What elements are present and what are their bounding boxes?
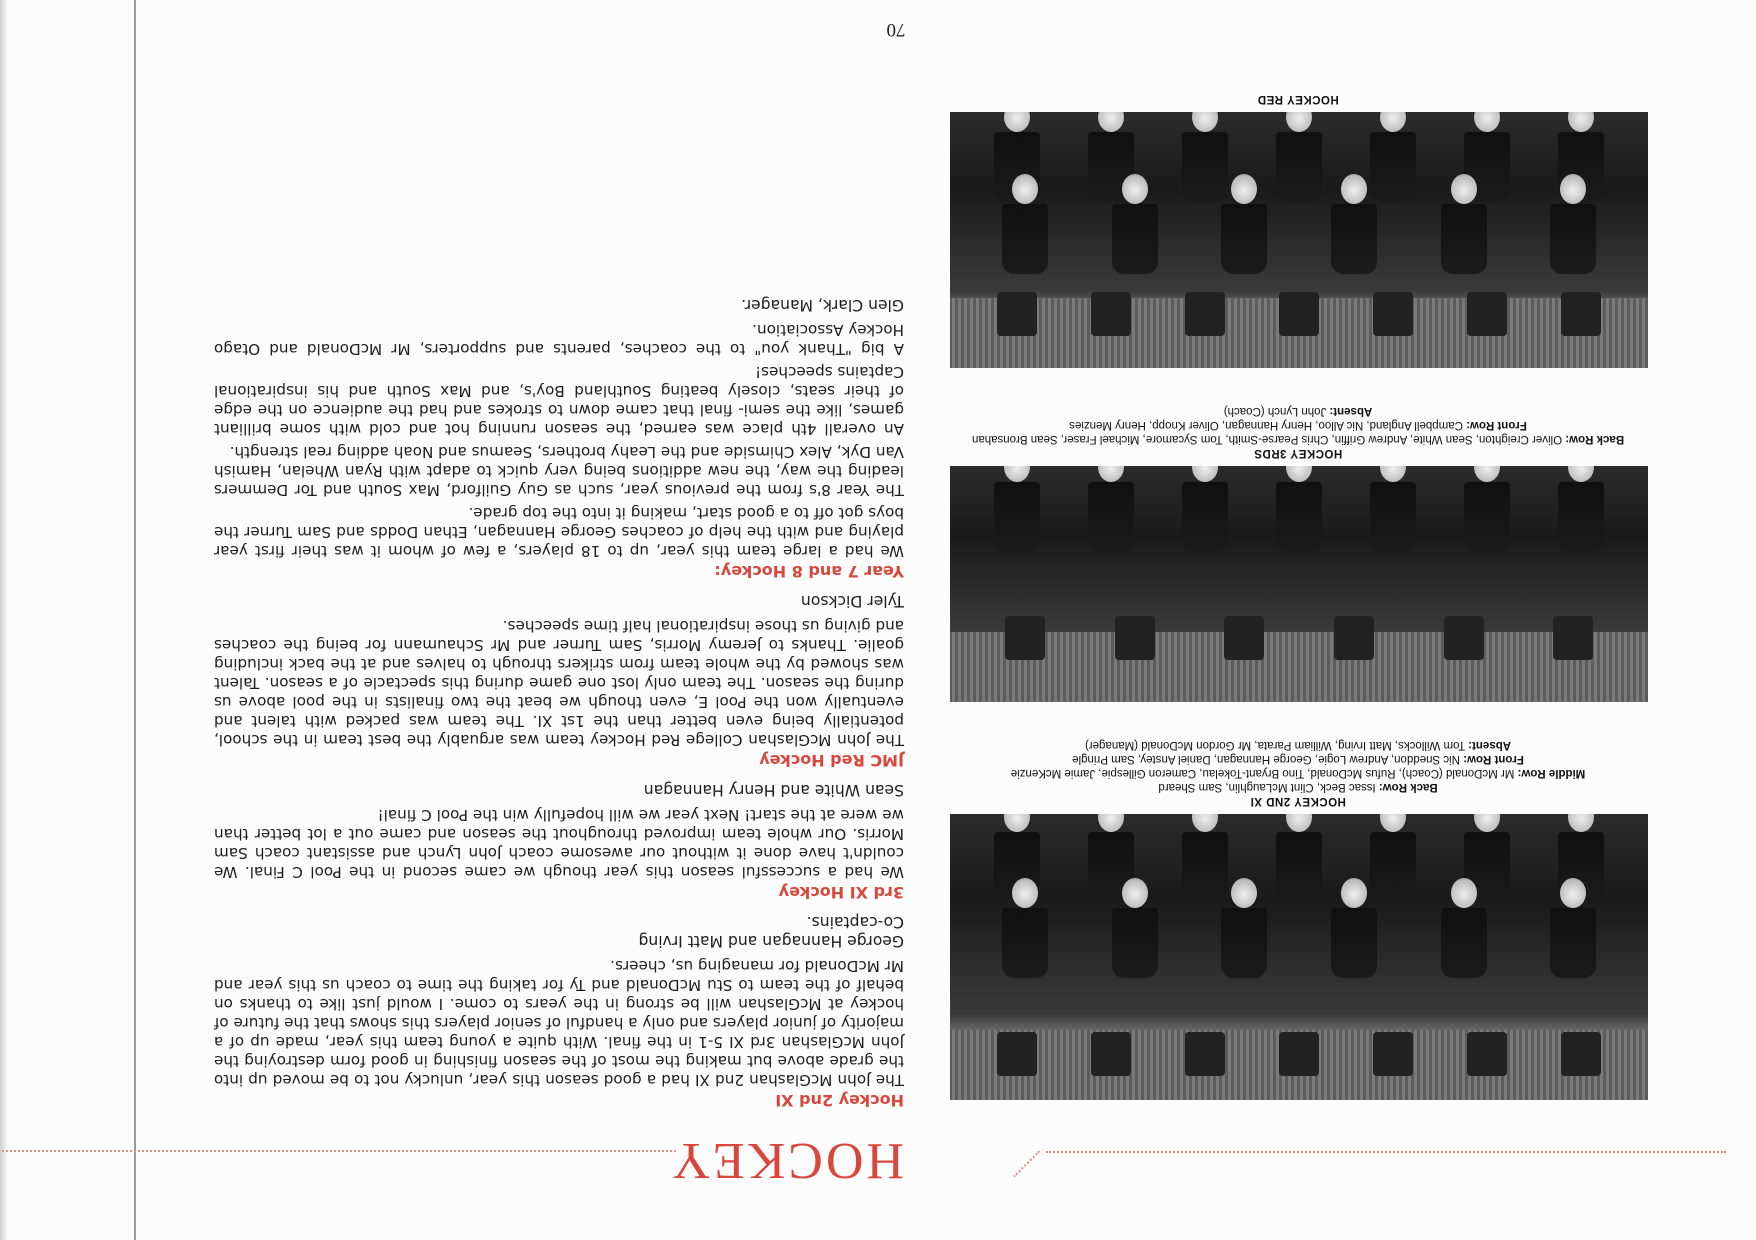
photo-caption [948, 92, 1648, 106]
photo-block-red [948, 92, 1648, 368]
photo-caption [948, 738, 1648, 808]
caption-line: Back Row: Issac Beck, Clint McLaughlin, Sam Sheard [1158, 781, 1438, 793]
team-photo-2nd-xi [950, 814, 1648, 1100]
section-title: HOCKEY [669, 1132, 904, 1189]
photo-back-row [970, 466, 1628, 554]
article-heading: Year 7 and 8 Hockey: [714, 562, 904, 581]
article-signoff: Glen Clark, Manager. [741, 296, 904, 314]
photo-middle-row [970, 878, 1628, 980]
article-paragraph: The Year 8's from the previous year, such as Guy Guilford, Max South and Tor Demmers leading the way, the new additions being very quick to adapt with Ryan Whelan, Hamish Van Dyk, Alex Chimside and the Leahy brothers, Seamus and Noah adding real strength. [214, 443, 904, 499]
caption-line: Front Row: Campbell Angland, Nic Alloo, Henry Hannagan, Oliver Knopp, Henry Menzies [1069, 419, 1527, 431]
caption-line: Absent: John Lynch (Coach) [1223, 405, 1373, 417]
team-photo-red [950, 112, 1648, 368]
photo-front-row [970, 292, 1628, 338]
article-signoff: George Hannagan and Matt Irving Co-captains. [638, 913, 904, 950]
article-paragraph: A big "Thank you" to the coaches, parents and supporters, Mr McDonald and Otago Hockey Association. [214, 321, 904, 358]
photo-column [948, 92, 1648, 1100]
caption-title: HOCKEY 3RDS [1253, 447, 1343, 459]
photo-front-row [970, 1032, 1628, 1078]
title-dotted-rule-right [0, 1150, 676, 1152]
article-paragraph: We had a successful season this year though we came second in the Pool C Final. We couldn't have done it without our awesome coach John Lynch and assistant coach Sam Morris. Our whole team improved throughout the season and came out a lot better than we were at the start! Next year we will hopefully win the Pool C final! [214, 806, 904, 881]
caption-title: HOCKEY 2ND XI [1250, 795, 1346, 807]
caption-line: Absent: Tom Willocks, Matt Irving, William Parata, Mr Gordon McDonald (Manager) [1084, 739, 1512, 751]
article-paragraph: The John McGlashan 2nd XI had a good season this year, unlucky not to be moved up into the grade above but making the most of the season finishing in good form destroying the John McGlashan 3rd XI 5-1 in the final. With quite a young team this year, made up of a majority of junior players and only a handful of senior players this shows that the future of hockey at McGlashan will be strong in the years to come. I would just like to thanks on behalf of the team to Stu McDonald and Ty for taking the time to coach us this year and Mr McDonald for managing us, cheers. [214, 957, 904, 1089]
article-paragraph: We had a large team this year, up to 18 players, a few of whom it was their first year playing and with the help of coaches George Hannagan, Ethan Dodds and Sam Turner the boys got off to a good start, making it into the top grade. [214, 504, 904, 560]
article-signoff: Tyler Dickson [800, 592, 904, 610]
photo-block-3rds [948, 404, 1648, 702]
article-paragraph: An overall 4th place was earned, the season running hot and cold with some brilliant games, like the semi- final that came down to strokes and had the audience on the edge of their seats, closely beating Southland Boy's, and Max South and his inspirational Captains speeches! [214, 363, 904, 438]
page-number: 70 [886, 19, 906, 40]
article-column [214, 287, 904, 1110]
photo-front-row [970, 616, 1628, 662]
team-photo-3rds [950, 466, 1648, 702]
article-signoff: Sean White and Henry Hannagan [643, 781, 904, 799]
title-rule-slant [1013, 1151, 1040, 1178]
caption-line: Front Row: Nic Sneddon, Andrew Logie, George Hannagan, Daniel Anstey, Sam Pringle [1072, 753, 1524, 765]
title-dotted-rule-left [1046, 1151, 1726, 1153]
article-heading: JMC Red Hockey [759, 751, 904, 770]
caption-line: Middle Row: Mr McDonald (Coach), Rufus McDonald, Tino Bryant-Tokelau, Cameron Gillespie, Jamie McKenzie [1010, 767, 1586, 779]
caption-title: HOCKEY RED [1257, 93, 1339, 105]
article-paragraph: The John McGlashan College Red Hockey team was arguably the best team in the school, potentially being even better than the 1st XI. The team was packed with talent and eventually won the Pool E, even though we beat the two finalists in the pool above us during the season. The team only lost one game during this spectacle of a season. Talent was showed by the whole team from strikers through to halves and at the back including goalie. Thanks to Jeremy Morris, Sam Turner and Mr Schaumann for being the coaches and giving us those inspirational half time speeches. [214, 617, 904, 749]
binding-line [134, 0, 136, 1240]
scan-edge-shadow [0, 0, 8, 1240]
article-heading: Hockey 2nd XI [775, 1091, 904, 1110]
photo-caption [948, 404, 1648, 460]
photo-middle-row [970, 174, 1628, 276]
caption-line: Back Row: Oliver Creighton, Sean White, Andrew Griffin, Chris Pearse-Smith, Tom Sycamore, Michael Fraser, Sean Bronsahan [971, 433, 1625, 445]
photo-block-2nd-xi [948, 738, 1648, 1100]
article-heading: 3rd XI Hockey [778, 883, 904, 902]
